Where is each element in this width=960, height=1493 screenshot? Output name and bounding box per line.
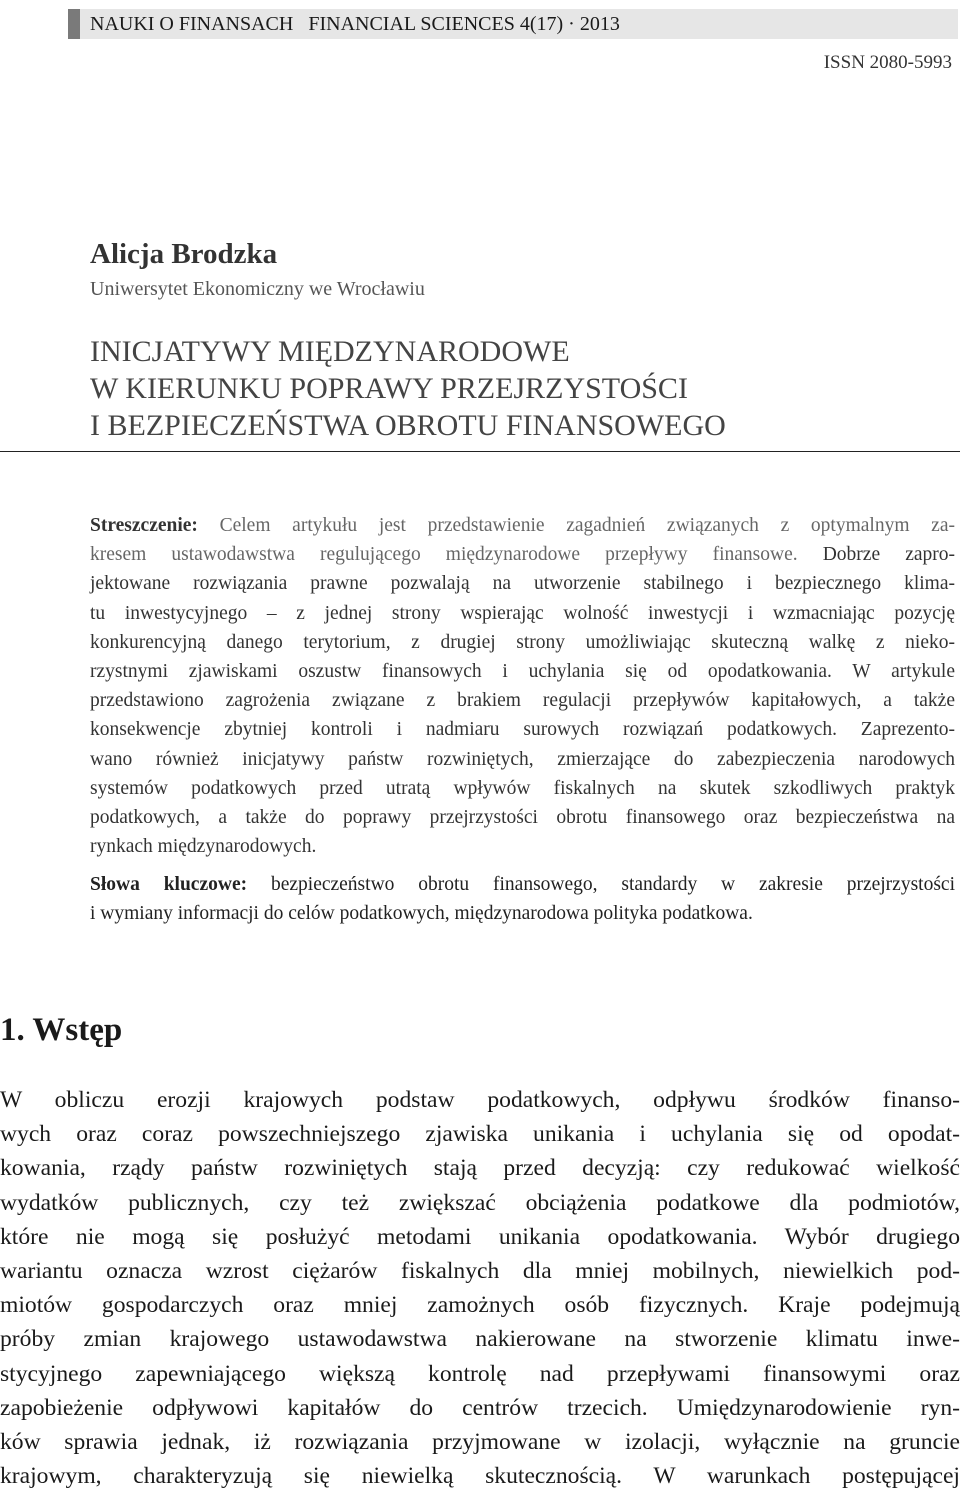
- abstract-line: przedstawiono zagrożenia związane z brakiem regulacji przepływów kapitałowych, a także: [90, 690, 955, 712]
- abstract-line: [90, 540, 955, 569]
- abstract-line: systemów podatkowych przed utratą wpływów fiskalnych na skutek szkodliwych praktyk: [90, 777, 955, 799]
- abstract-label: Streszczenie:: [90, 515, 198, 536]
- keywords-line: i wymiany informacji do celów podatkowych, międzynarodowa polityka podatkowa.: [90, 903, 753, 925]
- abstract-line: rzystnymi zjawiskami oszustw finansowych i uchylania się od opodatkowania. W artykule: [90, 660, 955, 682]
- body-line: kowania, rządy państw rozwiniętych stają przed decyzją: czy redukować wielkość: [0, 1155, 960, 1182]
- author-affiliation: Uniwersytet Ekonomiczny we Wrocławiu: [90, 278, 425, 300]
- body-line: zapobieżenie odpływowi kapitałów do centrów trzecich. Umiędzynarodowienie ryn-: [0, 1394, 960, 1421]
- body-line: wydatków publicznych, czy też zwiększać obciążenia podatkowe dla podmiotów,: [0, 1189, 960, 1216]
- body-line: wariantu oznacza wzrost ciężarów fiskalnych dla mniej mobilnych, niewielkich pod-: [0, 1257, 960, 1284]
- abstract-text: kresem ustawodawstwa regulującego międzynarodowe przepływy finansowe.: [90, 544, 798, 566]
- body-text: [0, 1083, 960, 1493]
- body-line: ków sprawia jednak, iż rozwiązania przyjmowane w izolacji, wyłącznie na gruncie: [0, 1428, 960, 1455]
- abstract-line: [90, 511, 955, 540]
- title-line: INICJATYWY MIĘDZYNARODOWE: [90, 335, 570, 368]
- body-line: krajowym, charakteryzują się niewielką skutecznością. W warunkach postępującej: [0, 1463, 960, 1490]
- keywords-line: [90, 870, 955, 899]
- abstract-text: Celem artykułu jest przedstawienie zagadnień związanych z optymalnym za-: [197, 515, 955, 536]
- journal-name: NAUKI O FINANSACH FINANCIAL SCIENCES 4(17) · 2013: [90, 13, 620, 35]
- body-line: które nie mogą się posłużyć metodami unikania opodatkowania. Wybór drugiego: [0, 1223, 960, 1250]
- abstract: [90, 511, 955, 861]
- abstract-text: Dobrze zapro-: [797, 544, 955, 566]
- body-line: próby zmian krajowego ustawodawstwa nakierowane na stworzenie klimatu inwe-: [0, 1326, 960, 1353]
- section-heading: 1. Wstęp: [0, 1012, 123, 1048]
- abstract-line: jektowane rozwiązania prawne pozwalają na utworzenie stabilnego i bezpiecznego klima-: [90, 573, 955, 595]
- title-line: W KIERUNKU POPRAWY PRZEJRZYSTOŚCI: [90, 372, 688, 405]
- body-line: miotów gospodarczych oraz mniej zamożnych osób fizycznych. Kraje podejmują: [0, 1292, 960, 1319]
- issn: ISSN 2080-5993: [823, 52, 952, 73]
- journal-header-marker: [68, 9, 80, 39]
- body-line: wych oraz coraz powszechniejszego zjawiska unikania i uchylania się od opodat-: [0, 1121, 960, 1148]
- keywords-label: Słowa kluczowe:: [90, 874, 248, 895]
- title-divider: [0, 451, 960, 452]
- abstract-line: tu inwestycyjnego – z jednej strony wspierając wolność inwestycji i wzmacniając pozycję: [90, 602, 955, 624]
- abstract-line: konkurencyjną danego terytorium, z drugiej strony umożliwiając skuteczną walkę z nieko-: [90, 631, 955, 653]
- author-name: Alicja Brodzka: [90, 238, 278, 270]
- abstract-line: rynkach międzynarodowych.: [90, 836, 317, 858]
- keywords: [90, 870, 955, 928]
- body-line: stycyjnego zapewniającego większą kontrolę nad przepływami finansowymi oraz: [0, 1360, 960, 1387]
- abstract-line: podatkowych, a także do poprawy przejrzystości obrotu finansowego oraz bezpieczeństwa na: [90, 806, 955, 828]
- abstract-line: konsekwencje zbytniej kontroli i nadmiaru surowych rozwiązań podatkowych. Zaprezento-: [90, 719, 955, 741]
- title-line: I BEZPIECZEŃSTWA OBROTU FINANSOWEGO: [90, 409, 726, 442]
- body-line: W obliczu erozji krajowych podstaw podatkowych, odpływu środków finanso-: [0, 1087, 960, 1113]
- abstract-line: wano również inicjatywy państw rozwiniętych, zmierzające do zabezpieczenia narodowych: [90, 748, 955, 770]
- keywords-text: bezpieczeństwo obrotu finansowego, standardy w zakresie przejrzystości: [247, 874, 955, 895]
- article-title: [90, 333, 726, 444]
